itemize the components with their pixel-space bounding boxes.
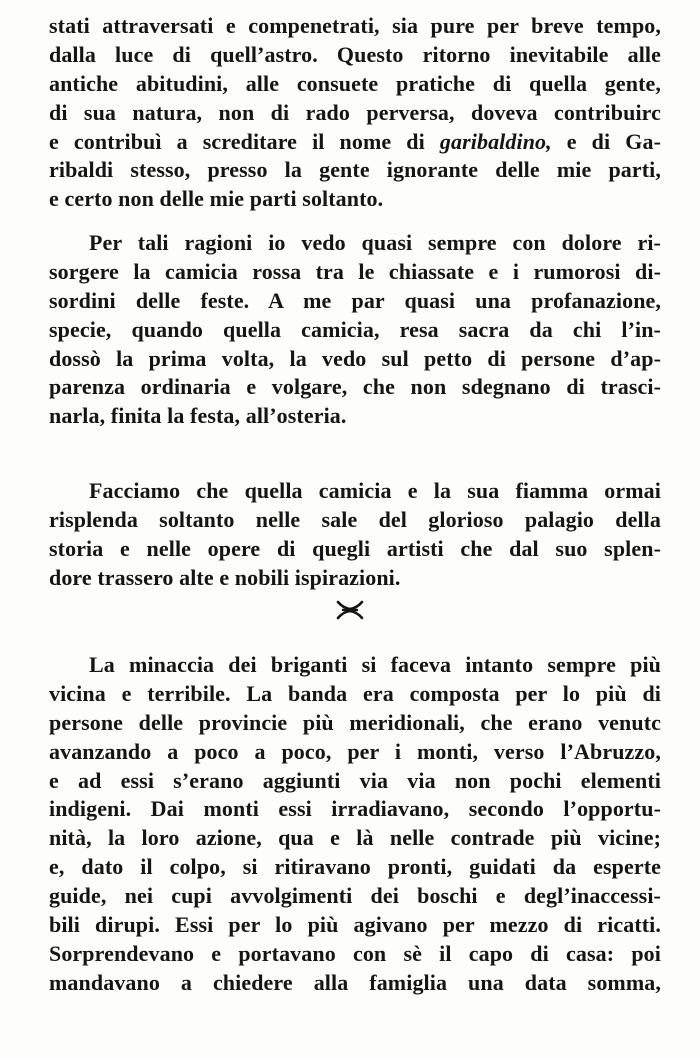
text-line: sordini delle feste. A me par quasi una profanazione,	[49, 287, 661, 313]
paragraph-1	[49, 12, 661, 214]
paragraph-3	[49, 477, 661, 593]
text-line: Sorprendevano e portavano con sè il capo di casa: poi	[49, 940, 661, 966]
italic-word: garibaldino,	[439, 128, 552, 154]
text-line: avanzando a poco a poco, per i monti, verso l’Abruzzo,	[49, 738, 661, 764]
text-line-with-italic	[49, 128, 661, 157]
text-line: La minaccia dei briganti si faceva intanto sempre più	[89, 652, 661, 677]
text-line: di sua natura, non di rado perversa, doveva contribuirc	[49, 99, 661, 125]
text-line: bili dirupi. Essi per lo più agivano per mezzo di ricatti.	[49, 912, 661, 938]
text-line: storia e nelle opere di quegli artisti che dal suo splen-	[49, 535, 661, 561]
text-line: persone delle provincie più meridionali, che erano venutc	[49, 709, 661, 735]
text-line: Facciamo che quella camicia e la sua fiamma ormai	[89, 478, 661, 503]
text-line: parenza ordinaria e volgare, che non sdegnano di trasci-	[49, 374, 661, 400]
text-line: specie, quando quella camicia, resa sacra da chi l’in-	[49, 316, 661, 342]
text-line: e, dato il colpo, si ritiravano pronti, guidati da esperte	[49, 854, 661, 880]
text-line: sorgere la camicia rossa tra le chiassate e i rumorosi di-	[49, 258, 661, 284]
text-line: vicina e terribile. La banda era composta per lo più di	[49, 680, 661, 706]
text-line: guide, nei cupi avvolgimenti dei boschi e degl’inaccessi-	[49, 883, 661, 909]
text-line: stati attraversati e compenetrati, sia pure per breve tempo,	[49, 13, 661, 38]
paragraph-4	[49, 651, 661, 998]
text-line: mandavano a chiedere alla famiglia una data somma,	[49, 969, 661, 995]
text-line: e certo non delle mie parti soltanto.	[49, 186, 384, 212]
text-run: e contribuì a screditare il nome di	[49, 128, 440, 154]
paragraph-2	[49, 229, 661, 431]
text-line: antiche abitudini, alle consuete pratiche di quella gente,	[49, 70, 661, 96]
text-line: Per tali ragioni io vedo quasi sempre con dolore ri-	[89, 230, 661, 255]
asterism-ornament-icon	[335, 599, 365, 621]
text-line: e ad essi s’erano aggiunti via via non pochi elementi	[49, 767, 661, 793]
text-line: ribaldi stesso, presso la gente ignorante delle mie parti,	[49, 157, 661, 183]
text-line: risplenda soltanto nelle sale del glorioso palagio della	[49, 506, 661, 532]
text-line: nità, la loro azione, qua e là nelle contrade più vicine;	[49, 825, 661, 851]
text-line: dalla luce di quell’astro. Questo ritorno inevitabile alle	[49, 41, 661, 67]
text-run: e di Ga-	[551, 128, 661, 154]
text-line: indigeni. Dai monti essi irradiavano, secondo l’opportu-	[49, 796, 661, 822]
text-line: dossò la prima volta, la vedo sul petto di persone d’ap-	[49, 345, 661, 371]
text-line: dore trassero alte e nobili ispirazioni.	[49, 564, 401, 590]
text-line: narla, finita la festa, all’osteria.	[49, 403, 347, 429]
